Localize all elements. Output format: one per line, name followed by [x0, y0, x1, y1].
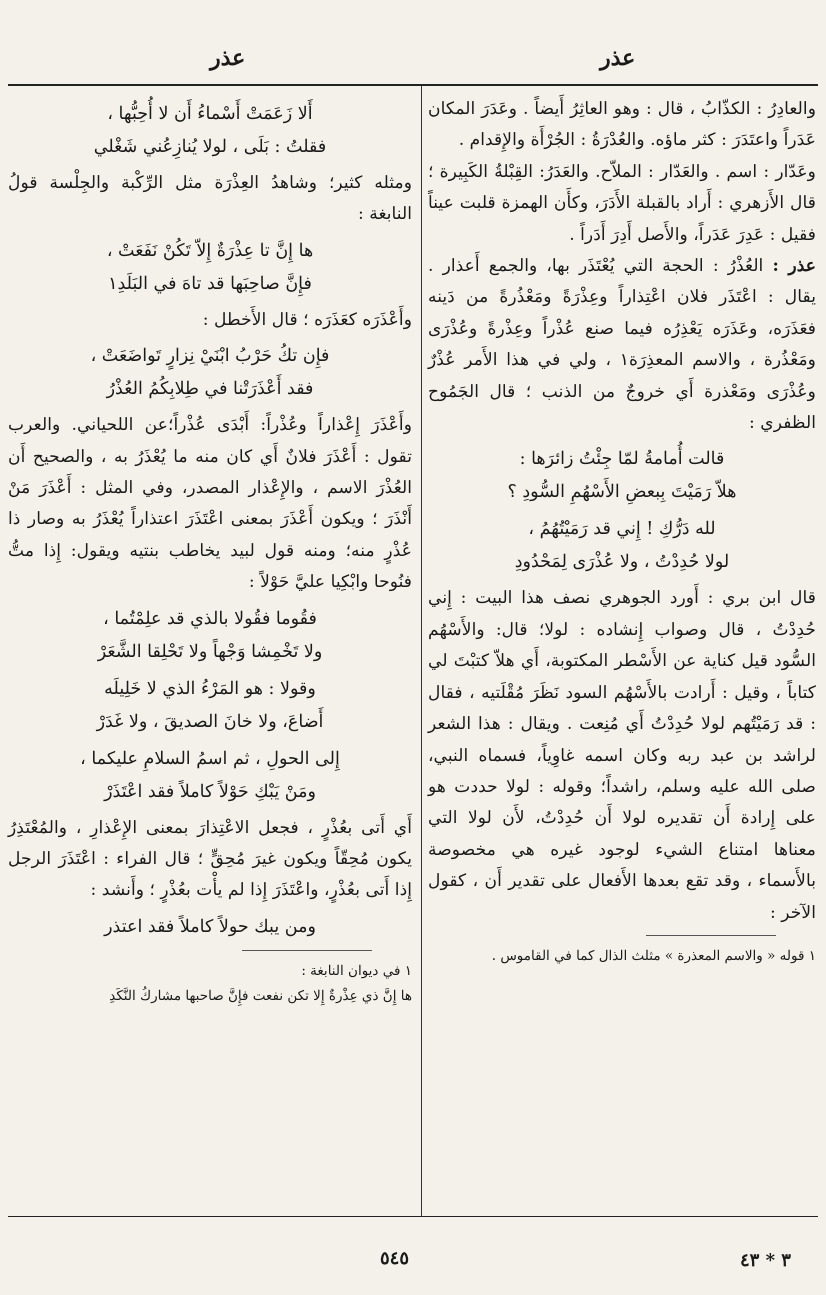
verse [428, 513, 816, 579]
paragraph: والعادِرُ : الكذّابُ ، قال : وهو العاثِرُ أَيضاً . وعَدَرَ المكان عَدَراً واعتَدَرَ : كثر ماؤه. والعُدْرَةُ : الجُرْأَة والإِقدام . [428, 99, 816, 151]
verse-hemistich: أَضاعَ، ولا خانَ الصديقَ ، ولا غَدَرْ [96, 711, 324, 732]
verse-hemistich: لولا حُدِدْتُ ، ولا عُذْرَى لِمَحْدُودِ [514, 552, 730, 573]
verse-hemistich: فإِن تكُ حَرْبُ ابْنَيْ نِزارٍ تَواضَعَتْ ، [90, 346, 330, 367]
verse-hemistich: لله دَرُّكِ ! إِني قد رَمَيْتُهُمُ ، [528, 519, 716, 540]
footnote-separator [242, 950, 372, 951]
verse-hemistich: فقد أَعْذَرَتْنا في طِلابِكُمُ العُذْرُ [106, 379, 314, 400]
verse [8, 743, 412, 809]
verse-hemistich: قالت أُمامةُ لمّا جِئْتُ زائرَها : [519, 449, 725, 470]
footnote-separator [646, 935, 776, 936]
verse [8, 911, 412, 944]
verse-hemistich: وقولا : هو المَرْءُ الذي لا خَلِيلَه [104, 678, 316, 699]
footnote: ها إِنَّ ذي عِذْرةٌ إِلا تكن نفعت فإِنَّ صاحبها مشاركُ النَّكَدِ [109, 987, 412, 1004]
paragraph: قال ابن بري : أَورد الجوهري نصف هذا البيت : إِني حُدِدْتُ ، قال وصواب إِنشاده : لولا؛ قال: والأَسْهُم السُّود قيل كناية عن الأَسْطر المكتوبة، أَي هلاّ كتبْتَ لي كتاباً ، وقيل : أَرادت بالأَسْهُم السود نَظَرَ مُقْلَتيه ، فقال : قد رَمَيْتُهم لولا حُدِدْتُ أَي مُنِعت . ويقال : هذا الشعر لراشد بن عبد ربه وكان اسمه غاوِياً، فسماه النبي، صلى الله عليه وسلم، راشداً؛ وقوله : لولا حددت هو على إِرادة أَن تقديره لولا أَن حُدِدْتُ، لأَن لولا التي معناها امتناع الشيء لوجود غيره هي مخصوصة بالأَسماء ، وقد تقع بعدها الأَفعال على تقدير أَن ، كقول الآخر : [428, 588, 816, 923]
paragraph: وأَعْذَرَه كعَذَرَه ؛ قال الأَخطل : [202, 309, 412, 330]
page-number: ٥٤٥ [380, 1248, 410, 1269]
running-header-right: عذر [600, 45, 636, 71]
verse-hemistich: ها إِنَّ تا عِذْرَةٌ إِلاّ تَكُنْ نَفَعَتْ ، [106, 240, 314, 261]
entry-paragraph [428, 251, 816, 439]
verse [428, 443, 816, 509]
footnote: ١ في ديوان النابغة : [301, 962, 412, 979]
verse [8, 98, 412, 164]
footer-rule [8, 1216, 818, 1217]
verse-hemistich: هلاّ رَمَيْتَ بِبعضِ الأَسْهُمِ السُّودِ ؟ [507, 482, 737, 503]
verse-hemistich: أَلا زَعَمَتْ أَسْماءُ أَن لا أُحِبُّها ، [107, 104, 313, 124]
verse [8, 603, 412, 669]
verse-hemistich: ومن يبك حولاً كاملاً فقد اعتذر [104, 916, 316, 937]
entry-text: العُذْرُ : الحجة التي يُعْتَذَر بها، والجمع أَعذار . يقال : اعْتَذَر فلان اعْتِذاراً وعِذْرَةً ومَعْذُرةً من دَينه فعَذَرَه، وعَذَرَه يَعْذِرُه فيما صنع عُذْراً وعِذْرةً وعُذْرَى ومَعْذُرة ، والاسم المعذِرَة١ ، ولي في هذا الأَمر عُذْرٌ وعُذْرَى ومَعْذرة أَي خروجٌ من الذنب ؛ قال الجَمُوح الظفري : [428, 256, 816, 434]
left-column [8, 94, 412, 1009]
paragraph: أَي أَتى بعُذْرٍ ، فجعل الاعْتِذارَ بمعنى الإِعْذارِ ، والمُعْتَذِرُ يكون مُحِقّاً ويكون غيرَ مُحِقٍّ ؛ قال الفراء : اعْتَذَرَ الرجل إِذا أَتى بعُذْرٍ، واعْتَذَرَ إِذا لم يأْت بعُذْرٍ ؛ وأَنشد : [8, 817, 412, 901]
verse-hemistich: فإِنَّ صاحِبَها قد تاهَ في البَلَدِ١ [108, 273, 312, 294]
verse [8, 340, 412, 406]
signature-mark: ٣ * ٤٣ [740, 1250, 791, 1271]
verse [8, 235, 412, 301]
entry-headword: عذر : [772, 256, 816, 277]
paragraph: وأَعْذَرَ إِعْذاراً وعُذْراً: أَبْدَى عُذْراً؛عن اللحياني. والعرب تقول : أَعْذَرَ فلانٌ أَي كان منه ما يُعْذَرُ به ، والصحيح أَن العُذْرَ الاسم ، والإِعْذار المصدر، وفي المثل : أَعْذَرَ مَنْ أَنْذَرَ ؛ ويكون أَعْذَرَ بمعنى اعْتَذَرَ اعتذاراً يُعْذَرُ به وصار ذا عُذْرٍ منه؛ ومنه قول لبيد يخاطب بنتيه ويقول: إِذا متُّ فنُوحا وابْكِيا عليَّ حَوْلاً : [8, 415, 412, 593]
verse-hemistich: ولا تَخْمِشا وَجْهاً ولا تَحْلِقا الشَّعَرْ [97, 641, 323, 662]
running-header-left: عذر [210, 45, 246, 71]
verse-hemistich: ومَنْ يَبْكِ حَوْلاً كاملاً فقد اعْتَذَرْ [104, 781, 316, 802]
verse [8, 673, 412, 739]
paragraph: وعَدّار : اسم . والعَدّار : الملاّح. والعَدَرُ: القِبْلةُ الكَبِيرة ؛ قال الأَزهري : أَراد بالقبلة الأَدَرَ، وكأَن الهمزة قلبت عيناً فقيل : عَدِرَ عَدَراً، والأَصل أَدِرَ أَدَراً . [428, 161, 816, 245]
verse-hemistich: إِلى الحولِ ، ثم اسمُ السلامِ عليكما ، [80, 748, 340, 769]
column-divider [421, 86, 422, 1216]
paragraph: ومثله كثير؛ وشاهدُ العِذْرَة مثل الرِّكْبة والجِلْسة قولُ النابغة : [8, 173, 412, 225]
verse-hemistich: فقلتُ : بَلَى ، لولا يُنازِعُني شَغْلي [93, 137, 327, 157]
header-rule [8, 84, 818, 86]
right-column [428, 94, 816, 969]
verse-hemistich: فقُوما فقُولا بالذي قد علِمْتُما ، [103, 608, 317, 629]
footnote: ١ قوله « والاسم المعذرة » مثلث الذال كما في القاموس . [491, 947, 816, 964]
